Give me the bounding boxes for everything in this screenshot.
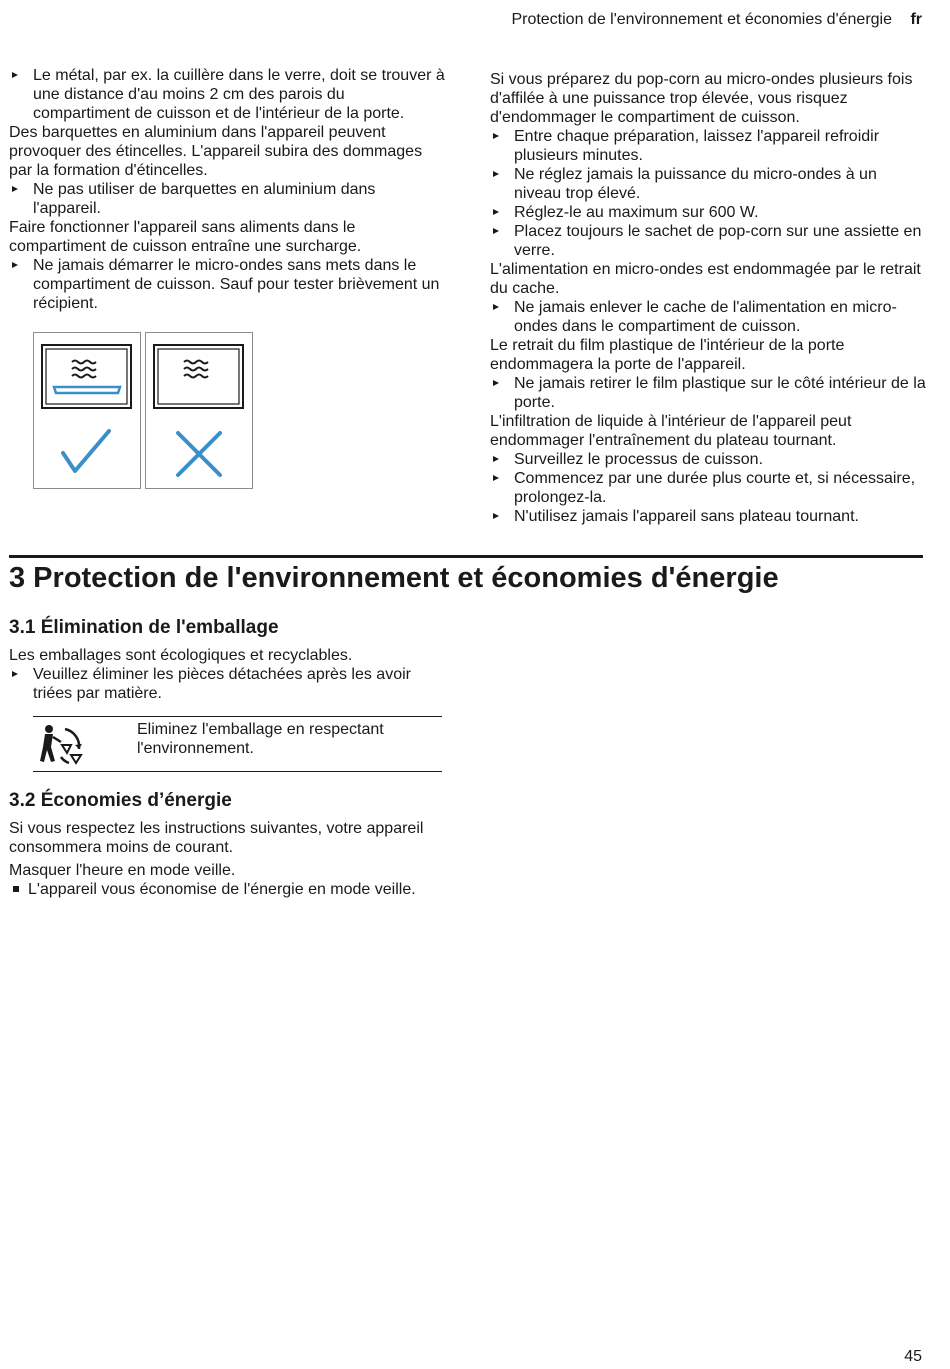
section-3-2-paragraph-1: Si vous respectez les instructions suivantes, votre appareil consommera moins de courant. (9, 820, 424, 856)
right-bullet-1: Entre chaque préparation, laissez l'appareil refroidir plusieurs minutes. (490, 127, 926, 165)
chapter-title: 3 Protection de l'environnement et économies d'énergie (9, 562, 779, 594)
left-bullet-2: Ne pas utiliser de barquettes en aluminium dans l'appareil. (9, 180, 445, 218)
recycling-icon (35, 721, 85, 767)
page-number: 45 (904, 1348, 922, 1365)
right-bullet-2: Ne réglez jamais la puissance du micro-ondes à un niveau trop élevé. (490, 165, 926, 203)
left-paragraph-2: Faire fonctionner l'appareil sans aliments dans le compartiment de cuisson entraîne une surcharge. (9, 219, 362, 255)
section-3-2-body (9, 819, 445, 899)
running-header-title: Protection de l'environnement et économies d'énergie (511, 11, 892, 28)
section-3-2-bullet: L'appareil vous économise de l'énergie en mode veille. (9, 880, 445, 899)
right-bullet-4: Placez toujours le sachet de pop-corn sur une assiette en verre. (490, 222, 926, 260)
section-title-3-2: 3.2 Économies d’énergie (9, 790, 232, 811)
section-3-1-body (9, 646, 445, 703)
running-header-lang: fr (910, 11, 922, 28)
right-paragraph-4: L'infiltration de liquide à l'intérieur de l'appareil peut endommager l'entraînement du plateau tournant. (490, 413, 852, 449)
left-bullet-3: Ne jamais démarrer le micro-ondes sans mets dans le compartiment de cuisson. Sauf pour tester brièvement un récipient. (9, 256, 445, 313)
section-3-1-paragraph: Les emballages sont écologiques et recyclables. (9, 647, 353, 664)
right-paragraph-1: Si vous préparez du pop-corn au micro-ondes plusieurs fois d'affilée à une puissance trop élevée, vous risquez d'endommager le compartiment de cuisson. (490, 71, 913, 126)
right-bullet-7: Surveillez le processus de cuisson. (490, 450, 926, 469)
right-bullet-8: Commencez par une durée plus courte et, si nécessaire, prolongez-la. (490, 469, 926, 507)
chapter-divider (9, 555, 923, 558)
illustration-correct-panel (33, 332, 141, 489)
recycling-note (33, 716, 442, 772)
left-paragraph-1: Des barquettes en aluminium dans l'appareil peuvent provoquer des étincelles. L'appareil subira des dommages par la formation d'étincelles. (9, 124, 423, 179)
right-column (490, 70, 926, 526)
right-paragraph-3: Le retrait du film plastique de l'intérieur de la porte endommagera la porte de l'appareil. (490, 337, 845, 373)
check-icon (63, 431, 109, 471)
right-bullet-3: Réglez-le au maximum sur 600 W. (490, 203, 926, 222)
left-column (9, 66, 445, 313)
section-3-1-bullet: Veuillez éliminer les pièces détachées après les avoir triées par matière. (9, 665, 445, 703)
section-3-2-paragraph-2: Masquer l'heure en mode veille. (9, 862, 236, 879)
recycling-note-text: Eliminez l'emballage en respectant l'environnement. (137, 721, 384, 757)
cross-icon (178, 433, 220, 475)
left-bullet-1: Le métal, par ex. la cuillère dans le verre, doit se trouver à une distance d'au moins 2 cm des parois du compartiment de cuisson et de l'intérieur de la porte. (9, 66, 445, 123)
right-paragraph-2: L'alimentation en micro-ondes est endommagée par le retrait du cache. (490, 261, 921, 297)
right-bullet-9: N'utilisez jamais l'appareil sans plateau tournant. (490, 507, 926, 526)
right-bullet-5: Ne jamais enlever le cache de l'alimentation en micro-ondes dans le compartiment de cuisson. (490, 298, 926, 336)
section-title-3-1: 3.1 Élimination de l'emballage (9, 617, 279, 638)
right-bullet-6: Ne jamais retirer le film plastique sur le côté intérieur de la porte. (490, 374, 926, 412)
illustration-wrong-panel (145, 332, 253, 489)
